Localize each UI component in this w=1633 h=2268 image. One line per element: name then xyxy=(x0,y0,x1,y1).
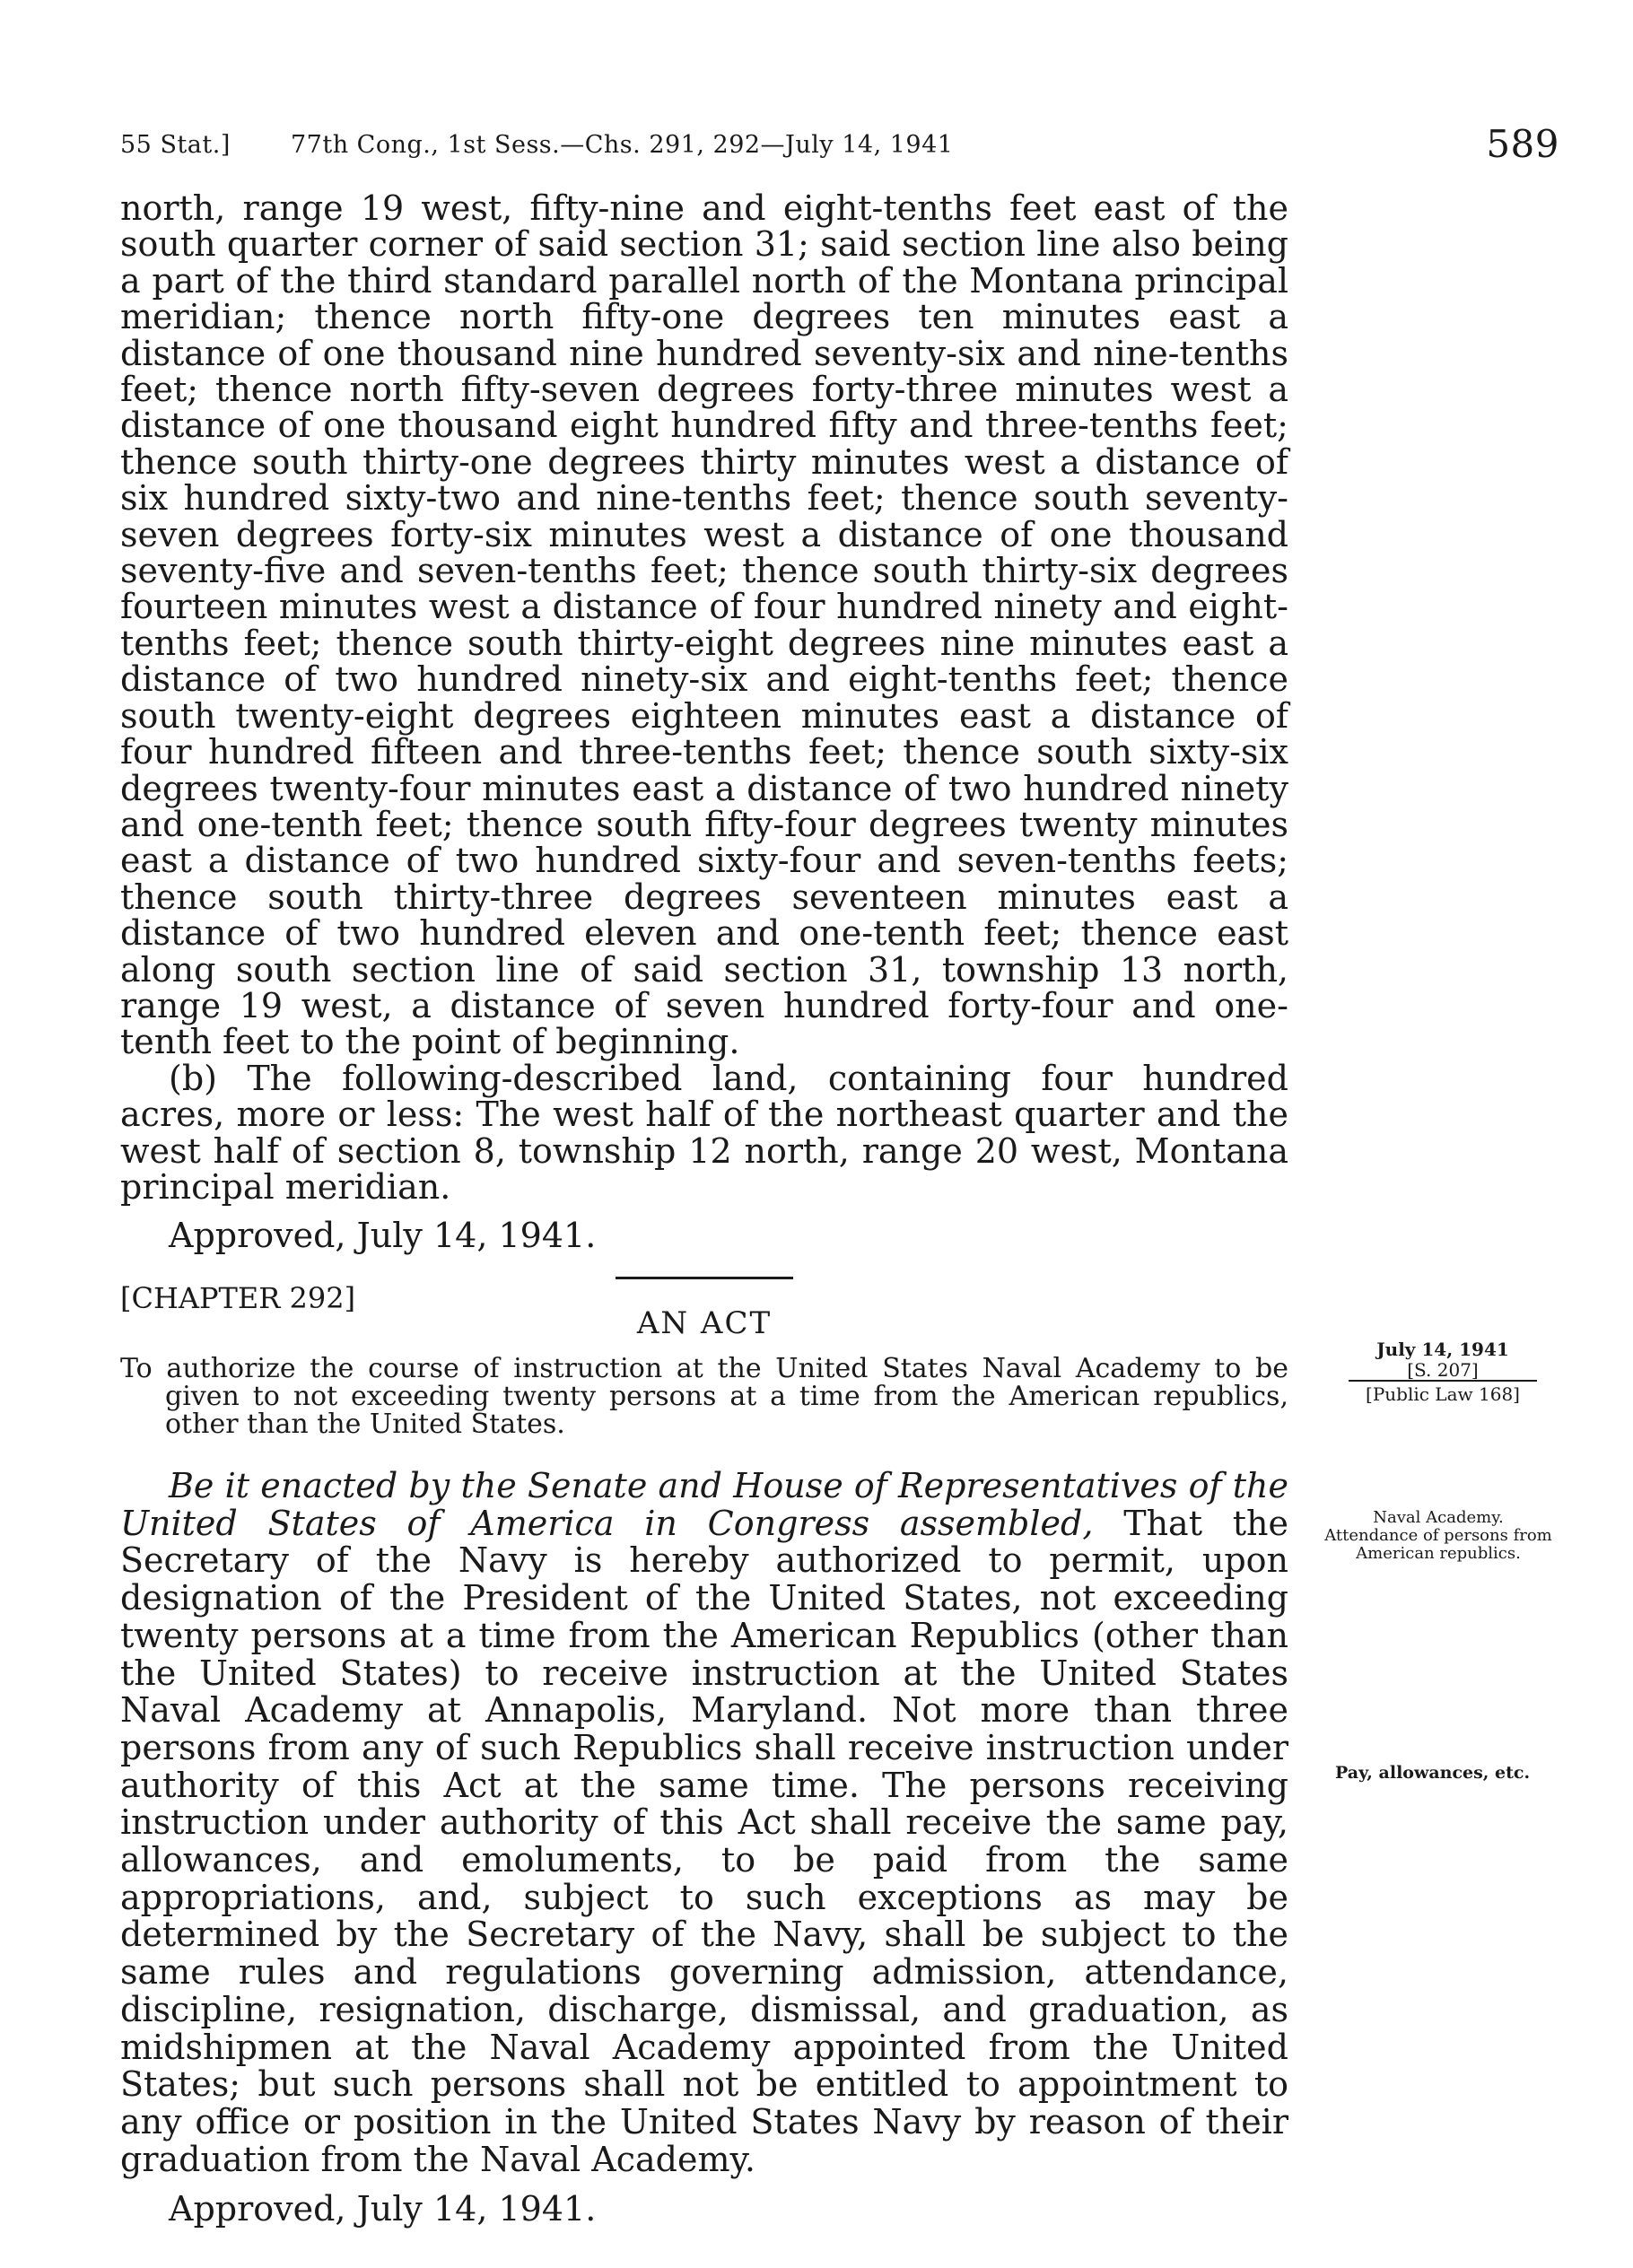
approval-line-chapter-291: Approved, July 14, 1941. xyxy=(169,1216,597,1256)
margin-note-date xyxy=(1326,1340,1559,1404)
session-reference: 77th Cong., 1st Sess.—Chs. 291, 292—July 14, 1941 xyxy=(291,131,954,159)
margin-date: July 14, 1941 xyxy=(1376,1339,1509,1360)
page-number: 589 xyxy=(1486,122,1559,166)
margin-bill-number: [S. 207] xyxy=(1349,1361,1537,1382)
enacted-paragraph xyxy=(120,1468,1288,2178)
chapter-label: [CHAPTER 292] xyxy=(120,1281,356,1315)
act-purpose: To authorize the course of instruction at the United States Naval Academy to be given to not exceeding twenty persons at a time from the American republics, other than the United States. xyxy=(120,1353,1288,1440)
running-header xyxy=(120,122,1559,169)
enacted-text xyxy=(120,1468,1288,2229)
volume-reference: 55 Stat.] xyxy=(120,131,231,159)
paragraph-b: (b) The following-described land, containing four hundred acres, more or less: The west half of the northeast quarter and the west half of section 8, township 12 north, range 20 west, Montana principal meridian. xyxy=(120,1058,1288,1207)
enacting-clause: Be it enacted by the Senate and House of Representatives of the United States of America in Congress assembled, xyxy=(120,1466,1288,1543)
margin-note-pay: Pay, allowances, etc. xyxy=(1335,1763,1531,1783)
continued-description: north, range 19 west, fifty-nine and eight-tenths feet east of the south quarter corner of said section 31; said section line also being a part of the third standard parallel north of the Montana principal meridian; thence north fifty-one degrees ten minutes east a distance of one thousand nine hundred seventy-six and nine-tenths feet; thence north fifty-seven degrees forty-three minutes west a distance of one thousand eight hundred fifty and three-tenths feet; thence south thirty-one degrees thirty minutes west a distance of six hundred sixty-two and nine-tenths feet; thence south seventy-seven degrees forty-six minutes west a distance of one thousand seventy-five and seven-tenths feet; thence south thirty-six degrees fourteen minutes west a distance of four hundred ninety and eight-tenths feet; thence south thirty-eight degrees nine minutes east a distance of two hundred ninety-six and eight-tenths feet; thence south twenty-eight degrees eighteen minutes east a distance of four hundred fifteen and three-tenths feet; thence south sixty-six degrees twenty-four minutes east a distance of two hundred ninety and one-tenth feet; thence south fifty-four degrees twenty minutes east a distance of two hundred sixty-four and seven-tenths feets; thence south thirty-three degrees seventeen minutes east a distance of two hundred eleven and one-tenth feet; thence east along south section line of said section 31, township 13 north, range 19 west, a distance of seven hundred forty-four and one-tenth feet to the point of beginning. xyxy=(120,188,1288,1062)
enacted-body: That the Secretary of the Navy is hereby authorized to permit, upon designation of the President of the United States, not exceeding twenty persons at a time from the American Republics (other than the United States) to receive instruction at the United States Naval Academy at Annapolis, Maryland. Not more than three persons from any of such Republics shall receive instruction under authority of this Act at the same time. The persons receiving instruction under authority of this Act shall receive the same pay, allowances, and emoluments, to be paid from the same appropriations, and, subject to such exceptions as may be determined by the Secretary of the Navy, shall be subject to the same rules and regulations governing admission, attendance, discipline, resignation, discharge, dismissal, and graduation, as midshipmen at the Naval Academy appointed from the United States; but such persons shall not be entitled to appointment to any office or position in the United States Navy by reason of their graduation from the Naval Academy. xyxy=(120,1503,1288,2179)
main-text xyxy=(120,190,1288,1254)
act-title: AN ACT xyxy=(636,1305,773,1341)
margin-public-law: [Public Law 168] xyxy=(1366,1383,1520,1405)
margin-note-naval-academy xyxy=(1315,1509,1561,1563)
approval-line-chapter-292: Approved, July 14, 1941. xyxy=(169,2189,597,2229)
margin-naval-heading: Naval Academy. xyxy=(1373,1508,1504,1527)
margin-naval-text: Attendance of persons from American republics. xyxy=(1324,1526,1552,1563)
section-divider xyxy=(616,1277,793,1279)
